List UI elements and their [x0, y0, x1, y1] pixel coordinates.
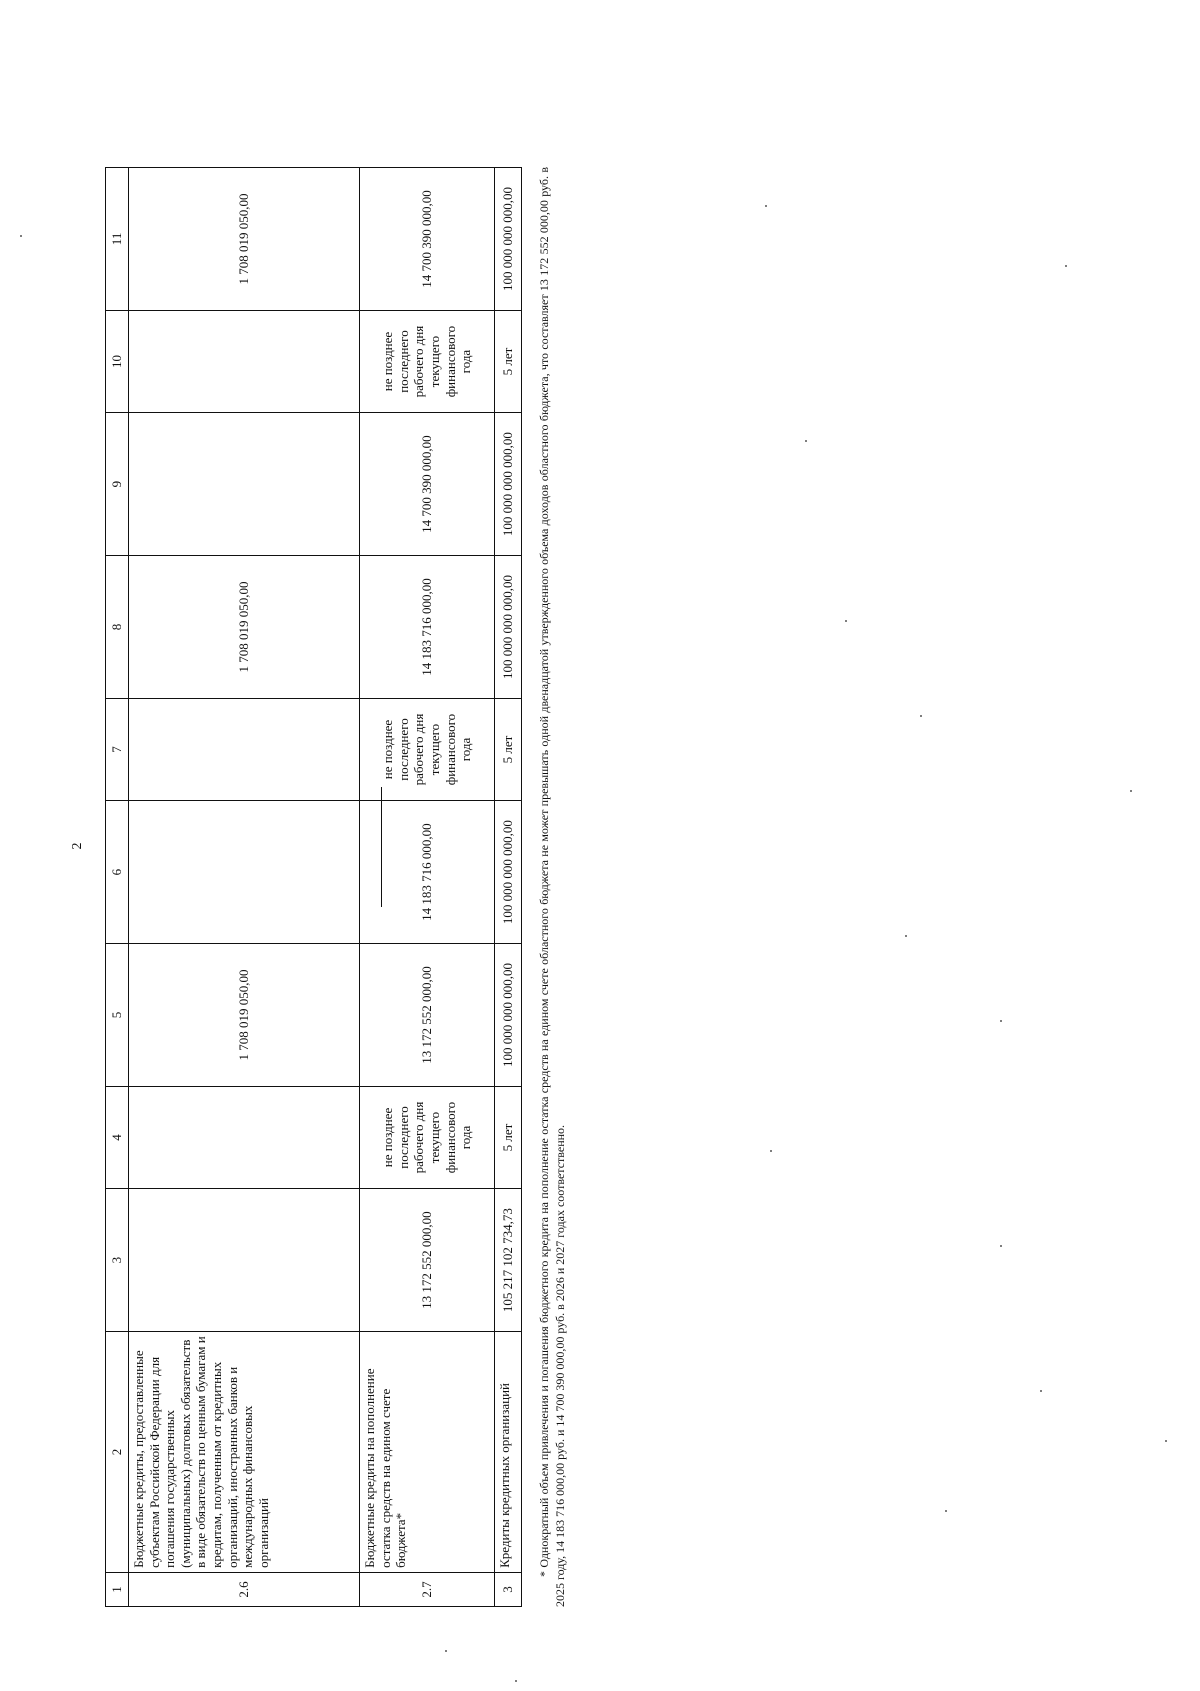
footnote: * Однократный объем привлечения и погашения бюджетного кредита на пополнение остатка средств на едином счете областного бюджета не может превышать одной двенадцатой утвержденного объема доходов областного бюджета, что составляет 13 172 552 000,00 руб. в 2025 году, 14 183 716 000,00 руб. и 14 700 390 000,00 руб. в 2026 и 2027 годах соответственно. [537, 167, 568, 1607]
table-cell: 14 700 390 000,00 [360, 413, 495, 556]
row-description: Бюджетные кредиты, предоставленные субъектам Российской Федерации для погашения государственных (муниципальных) долговых обязательств в виде обязательств по ценным бумагам и кредитам, полученным от кредитных организаций, иностранных банков и международных финансовых организаций [129, 1332, 360, 1573]
table-cell: 100 000 000 000,00 [495, 801, 522, 944]
scan-speck [1000, 1245, 1002, 1247]
table-cell: 14 183 716 000,00 [360, 556, 495, 699]
table-cell [129, 413, 360, 556]
end-rule [381, 787, 382, 907]
borrowing-table [105, 167, 522, 1607]
table-row [495, 168, 522, 1607]
scan-speck [770, 1150, 772, 1152]
table-cell: 14 700 390 000,00 [360, 168, 495, 311]
table-cell [129, 1086, 360, 1188]
scan-speck [805, 440, 807, 442]
scan-speck [445, 1650, 447, 1652]
scan-speck [765, 205, 767, 207]
column-header: 7 [106, 698, 129, 800]
table-cell: 13 172 552 000,00 [360, 1189, 495, 1332]
row-description: Кредиты кредитных организаций [495, 1332, 522, 1573]
scan-speck [945, 1510, 947, 1512]
row-number: 3 [495, 1572, 522, 1606]
column-header: 2 [106, 1332, 129, 1573]
row-number: 2.7 [360, 1572, 495, 1606]
table-cell: 105 217 102 734,73 [495, 1189, 522, 1332]
row-number: 2.6 [129, 1572, 360, 1606]
table-cell: 100 000 000 000,00 [495, 168, 522, 311]
table-cell: 5 лет [495, 698, 522, 800]
scan-speck [920, 715, 922, 717]
scan-speck [1065, 265, 1067, 267]
table-cell: не позднее последнего рабочего дня текущего финансового года [360, 1086, 495, 1188]
column-header: 4 [106, 1086, 129, 1188]
page-number: 2 [70, 842, 85, 850]
column-header: 11 [106, 168, 129, 311]
table-cell: 13 172 552 000,00 [360, 944, 495, 1087]
table-cell: 14 183 716 000,00 [360, 801, 495, 944]
column-header: 8 [106, 556, 129, 699]
scan-speck [1130, 790, 1132, 792]
table-cell: 100 000 000 000,00 [495, 944, 522, 1087]
column-header: 6 [106, 801, 129, 944]
table-row [129, 168, 360, 1607]
rotated-page-content [105, 167, 725, 1607]
scan-speck [1040, 1390, 1042, 1392]
scan-speck [1165, 1440, 1167, 1442]
table-cell: не позднее последнего рабочего дня текущего финансового года [360, 310, 495, 412]
table-cell: не позднее последнего рабочего дня текущего финансового года [360, 698, 495, 800]
column-header: 10 [106, 310, 129, 412]
scan-speck [20, 235, 22, 237]
table-cell [129, 698, 360, 800]
scan-speck [845, 620, 847, 622]
scan-speck [515, 1680, 517, 1682]
table-row [360, 168, 495, 1607]
table-cell: 100 000 000 000,00 [495, 413, 522, 556]
row-description: Бюджетные кредиты на пополнение остатка средств на едином счете бюджета* [360, 1332, 495, 1573]
table-cell: 1 708 019 050,00 [129, 556, 360, 699]
column-header: 1 [106, 1572, 129, 1606]
column-header: 9 [106, 413, 129, 556]
scan-speck [905, 935, 907, 937]
table-cell [129, 1189, 360, 1332]
table-cell: 1 708 019 050,00 [129, 168, 360, 311]
column-header: 3 [106, 1189, 129, 1332]
table-cell: 5 лет [495, 310, 522, 412]
table-cell: 100 000 000 000,00 [495, 556, 522, 699]
table-cell: 1 708 019 050,00 [129, 944, 360, 1087]
column-header: 5 [106, 944, 129, 1087]
table-cell [129, 801, 360, 944]
table-cell: 5 лет [495, 1086, 522, 1188]
scan-speck [1000, 1020, 1002, 1022]
table-cell [129, 310, 360, 412]
column-number-row [106, 168, 129, 1607]
